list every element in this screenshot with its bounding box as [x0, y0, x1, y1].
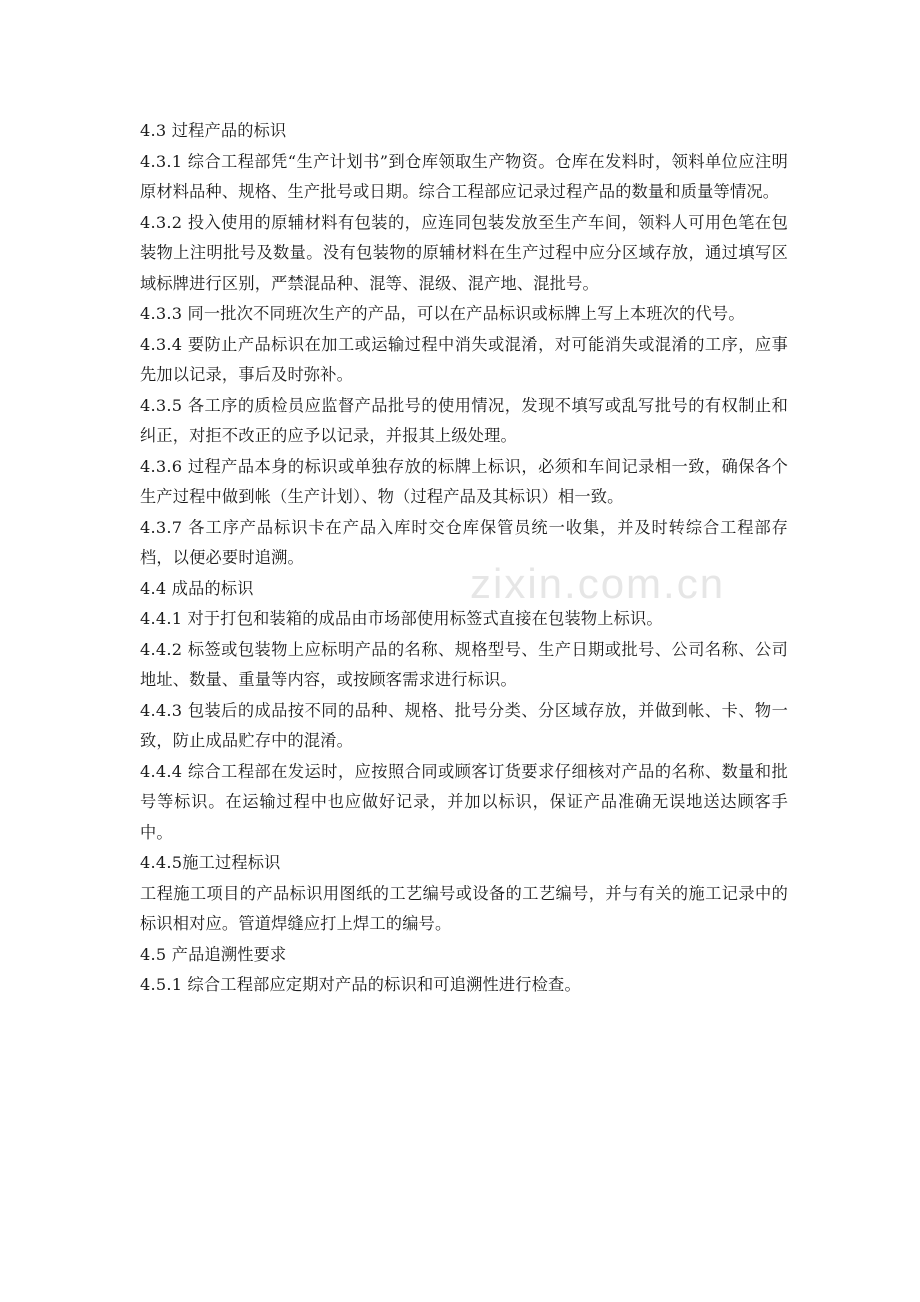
paragraph-4-4-4: 4.4.4 综合工程部在发运时，应按照合同或顾客订货要求仔细核对产品的名称、数量和批号等标识。在运输过程中也应做好记录，并加以标识，保证产品准确无误地送达顾客手中。: [140, 761, 788, 842]
paragraph-4-4-3: 4.4.3 包装后的成品按不同的品种、规格、批号分类、分区域存放，并做到帐、卡、物一致，防止成品贮存中的混淆。: [140, 700, 788, 750]
paragraph-4-3-1: 4.3.1 综合工程部凭“生产计划书”到仓库领取生产物资。仓库在发料时，领料单位应注明原材料品种、规格、生产批号或日期。综合工程部应记录过程产品的数量和质量等情况。: [140, 151, 788, 201]
heading-4-4-5: 4.4.5施工过程标识: [140, 853, 281, 872]
paragraph-4-4-2: 4.4.2 标签或包装物上应标明产品的名称、规格型号、生产日期或批号、公司名称、公司地址、数量、重量等内容，或按顾客需求进行标识。: [140, 639, 788, 689]
paragraph-4-3-5: 4.3.5 各工序的质检员应监督产品批号的使用情况，发现不填写或乱写批号的有权制止和纠正，对拒不改正的应予以记录，并报其上级处理。: [140, 395, 788, 445]
paragraph-4-3-6: 4.3.6 过程产品本身的标识或单独存放的标牌上标识，必须和车间记录相一致，确保各个生产过程中做到帐（生产计划）、物（过程产品及其标识）相一致。: [140, 456, 788, 506]
paragraph-4-3-7: 4.3.7 各工序产品标识卡在产品入库时交仓库保管员统一收集，并及时转综合工程部存档，以便必要时追溯。: [140, 517, 788, 567]
document-body: [140, 116, 788, 1001]
paragraph-4-3-4: 4.3.4 要防止产品标识在加工或运输过程中消失或混淆，对可能消失或混淆的工序，应事先加以记录，事后及时弥补。: [140, 334, 788, 384]
heading-4-4: 4.4 成品的标识: [140, 578, 254, 598]
paragraph-4-4-1: 4.4.1 对于打包和装箱的成品由市场部使用标签式直接在包装物上标识。: [140, 609, 663, 628]
heading-4-5: 4.5 产品追溯性要求: [140, 944, 287, 964]
heading-4-3: 4.3 过程产品的标识: [140, 121, 287, 140]
watermark: zixin.com.cn: [470, 560, 726, 607]
paragraph-4-3-3: 4.3.3 同一批次不同班次生产的产品，可以在产品标识或标牌上写上本班次的代号。: [140, 304, 745, 323]
paragraph-4-4-5-body: 工程施工项目的产品标识用图纸的工艺编号或设备的工艺编号，并与有关的施工记录中的标识相对应。管道焊缝应打上焊工的编号。: [140, 883, 788, 933]
paragraph-4-5-1: 4.5.1 综合工程部应定期对产品的标识和可追溯性进行检查。: [140, 975, 581, 994]
paragraph-4-3-2: 4.3.2 投入使用的原辅材料有包装的，应连同包装发放至生产车间，领料人可用色笔在包装物上注明批号及数量。没有包装物的原辅材料在生产过程中应分区域存放，通过填写区域标牌进行区别，严禁混品种、混等、混级、混产地、混批号。: [140, 212, 788, 293]
